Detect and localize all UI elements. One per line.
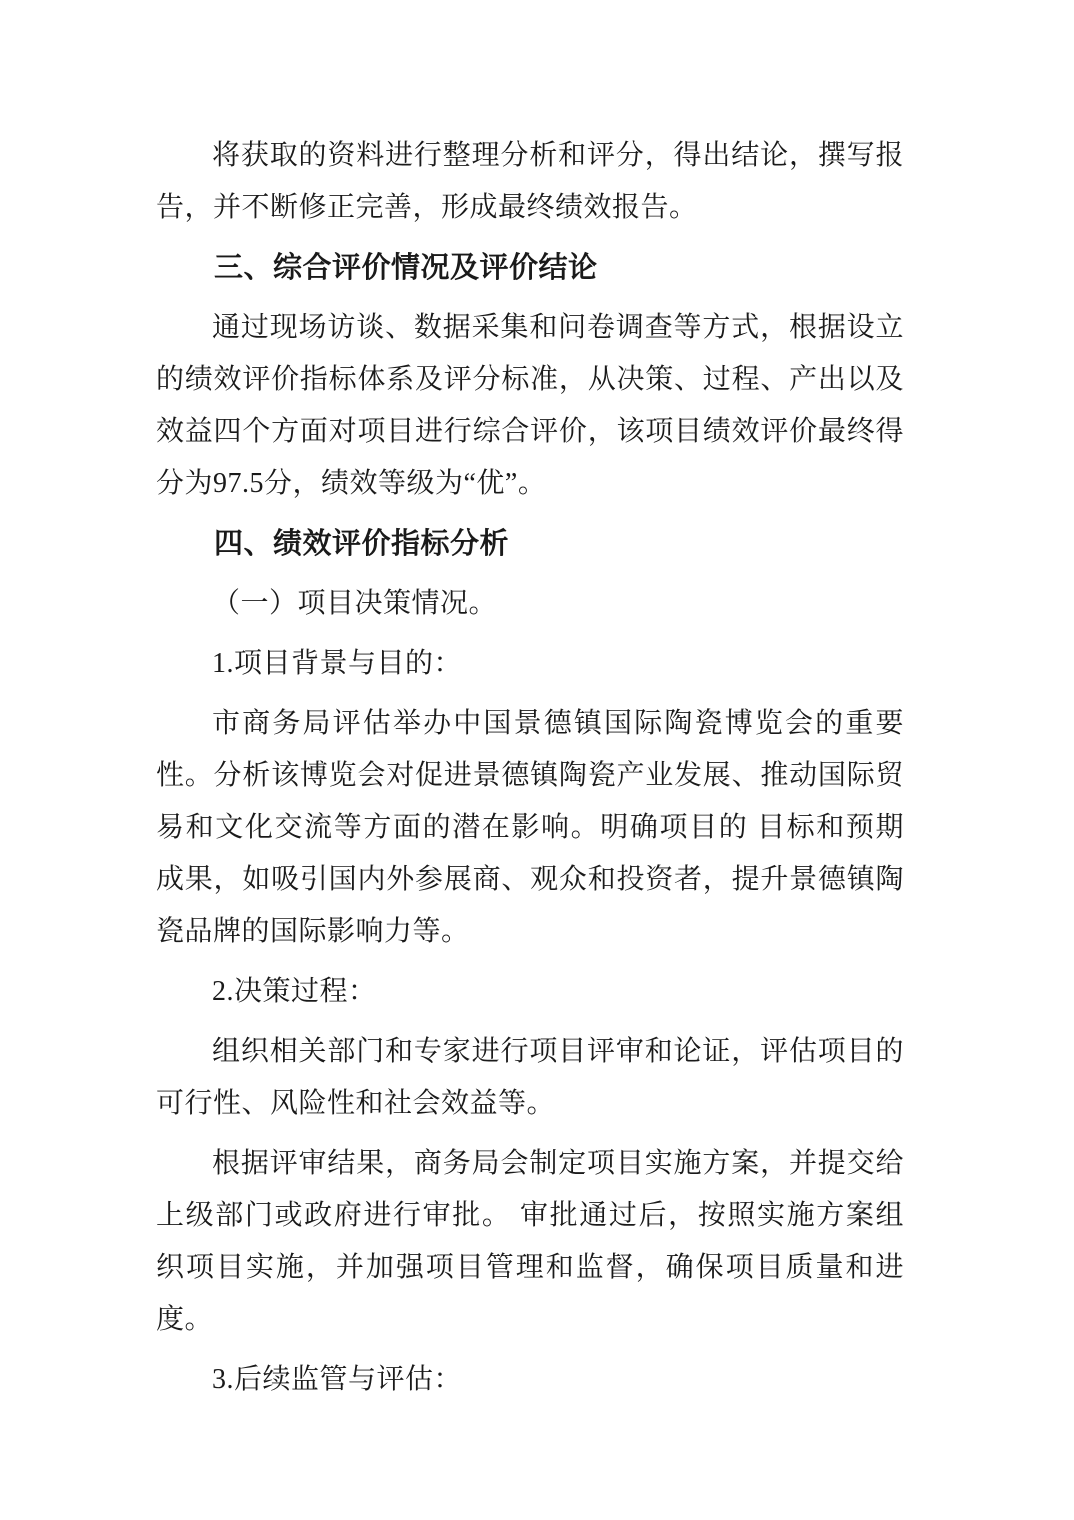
subheading-point-3-follow-up-supervision: 3.后续监管与评估： xyxy=(212,1364,463,1395)
heading-section-3: 三、综合评价情况及评价结论 xyxy=(214,252,598,284)
paragraph-evaluation-result: 通过现场访谈、数据采集和问卷调查等方式，根据设立的绩效评价指标体系及评分标准，从决策、过程、产出以及效益四个方面对项目进行综合评价，该项目绩效评价最终得分为97.5分，绩效等级为“优”。 xyxy=(156,312,904,499)
subheading-point-2-decision-process: 2.决策过程： xyxy=(212,976,377,1007)
paragraph-project-background: 市商务局评估举办中国景德镇国际陶瓷博览会的重要性。分析该博览会对促进景德镇陶瓷产业发展、推动国际贸易和文化交流等方面的潜在影响。明确项目的 目标和预期成果，如吸引国内外参展商、观众和投资者，提升景德镇陶瓷品牌的国际影响力等。 xyxy=(156,708,904,947)
paragraph-review-demonstration: 组织相关部门和专家进行项目评审和论证，评估项目的可行性、风险性和社会效益等。 xyxy=(156,1036,904,1119)
paragraph-implementation-approval: 根据评审结果，商务局会制定项目实施方案，并提交给上级部门或政府进行审批。 审批通过后，按照实施方案组织项目实施，并加强项目管理和监督，确保项目质量和进度。 xyxy=(156,1148,904,1335)
paragraph-report-writing: 将获取的资料进行整理分析和评分，得出结论，撰写报告，并不断修正完善，形成最终绩效报告。 xyxy=(156,140,904,223)
subheading-item-1-project-decision: （一）项目决策情况。 xyxy=(212,588,498,619)
subheading-point-1-background-purpose: 1.项目背景与目的： xyxy=(212,648,463,679)
heading-section-4: 四、绩效评价指标分析 xyxy=(214,528,510,560)
